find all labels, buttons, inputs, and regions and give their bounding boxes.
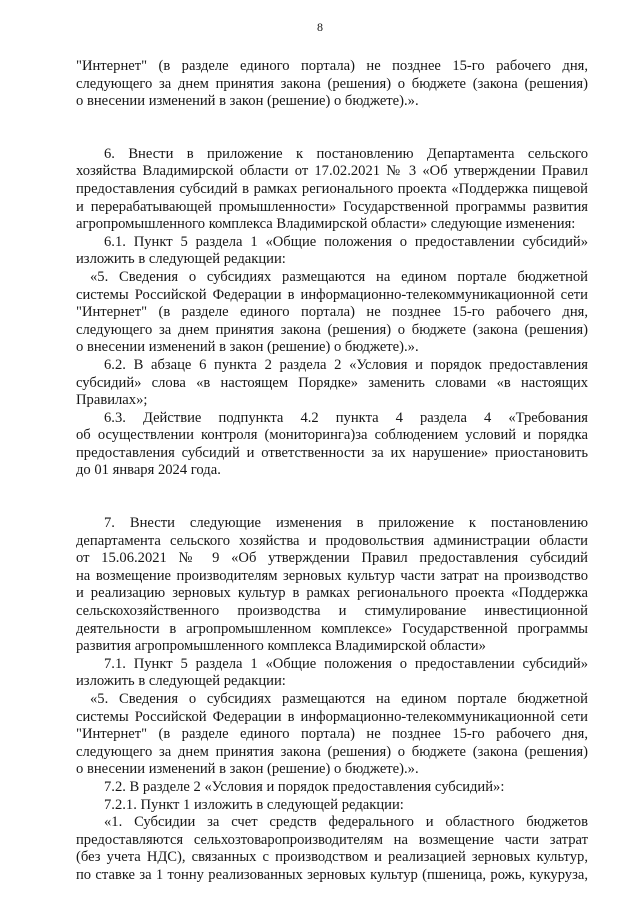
text-line: "Интернет" (в разделе единого портала) не позднее 15-го рабочего дня,	[76, 726, 588, 743]
text-line: от 15.06.2021 № 9 «Об утверждении Правил предоставления субсидий	[76, 550, 588, 567]
text-line: до 01 января 2024 года.	[76, 462, 221, 479]
text-line: (без учета НДС), связанных с производством и реализацией зерновых культур,	[76, 849, 588, 866]
text-line: Правилах»;	[76, 392, 148, 409]
text-line: 7.2.1. Пункт 1 изложить в следующей редакции:	[104, 796, 404, 813]
paragraph-gap	[76, 111, 588, 146]
text-line: следующего за днем принятия закона (решения) о бюджете (закона (решения)	[76, 75, 588, 92]
text-line: субсидий» слова «в настоящем Порядке» заменить словами «в настоящих	[76, 374, 588, 391]
text-line: деятельности в агропромышленном комплексе» Государственной программы	[76, 620, 588, 637]
text-line: 6.2. В абзаце 6 пункта 2 раздела 2 «Условия и порядок предоставления	[104, 356, 588, 373]
paragraph	[76, 691, 588, 779]
document-body	[76, 58, 588, 885]
text-line: об осуществлении контроля (мониторинга)за соблюдением условий и порядка	[76, 427, 588, 444]
paragraph-gap	[76, 480, 588, 515]
paragraph	[76, 656, 588, 691]
text-line: «5. Сведения о субсидиях размещаются на едином портале бюджетной	[90, 691, 588, 707]
text-line: о внесении изменений в закон (решение) о бюджете).».	[76, 339, 419, 356]
text-line: системы Российской Федерации в информационно-телекоммуникационной сети	[76, 708, 588, 725]
paragraph	[76, 234, 588, 269]
paragraph	[76, 515, 588, 656]
paragraph	[76, 146, 588, 234]
text-line: о внесении изменений в закон (решение) о бюджете).».	[76, 93, 419, 110]
text-line: изложить в следующей редакции:	[76, 251, 286, 268]
text-line: "Интернет" (в разделе единого портала) не позднее 15-го рабочего дня,	[76, 58, 588, 74]
text-line: о внесении изменений в закон (решение) о бюджете).».	[76, 761, 419, 778]
text-line: на возмещение производителям зерновых культур части затрат на производство	[76, 567, 588, 584]
text-line: следующего за днем принятия закона (решения) о бюджете (закона (решения)	[76, 321, 588, 338]
text-line: и перерабатывающей промышленности» Государственной программы развития	[76, 198, 588, 215]
text-line: 7.1. Пункт 5 раздела 1 «Общие положения о предоставлении субсидий»	[104, 655, 588, 672]
text-line: «5. Сведения о субсидиях размещаются на едином портале бюджетной	[90, 268, 588, 285]
text-line: развития агропромышленного комплекса Владимирской области»	[76, 638, 486, 655]
paragraph	[76, 357, 588, 410]
page-number: 8	[317, 20, 323, 34]
text-line: департамента сельского хозяйства и продовольствия администрации области	[76, 532, 588, 549]
paragraph	[76, 814, 588, 884]
text-line: "Интернет" (в разделе единого портала) не позднее 15-го рабочего дня,	[76, 304, 588, 321]
paragraph	[76, 779, 588, 797]
text-line: и реализацию зерновых культур в рамках регионального проекта «Поддержка	[76, 585, 588, 602]
text-line: агропромышленного комплекса Владимирской области» следующие изменения:	[76, 216, 576, 233]
paragraph	[76, 58, 588, 111]
text-line: по ставке за 1 тонну реализованных зерновых культур (пшеница, рожь, кукуруза,	[76, 866, 588, 883]
text-line: предоставления субсидий в рамках регионального проекта «Поддержка пищевой	[76, 180, 588, 197]
text-line: изложить в следующей редакции:	[76, 673, 286, 690]
paragraph	[76, 797, 588, 815]
text-line: следующего за днем принятия закона (решения) о бюджете (закона (решения)	[76, 743, 588, 760]
text-line: 6. Внести в приложение к постановлению Департамента сельского	[104, 145, 588, 162]
text-line: предоставляются сельхозтоваропроизводителям на возмещение части затрат	[76, 831, 588, 848]
text-line: 6.3. Действие подпункта 4.2 пункта 4 раздела 4 «Требования	[104, 409, 588, 426]
paragraph	[76, 269, 588, 357]
text-line: «1. Субсидии за счет средств федерального и областного бюджетов	[104, 814, 588, 831]
paragraph	[76, 410, 588, 480]
text-line: 6.1. Пункт 5 раздела 1 «Общие положения о предоставлении субсидий»	[104, 233, 588, 250]
text-line: предоставления субсидий и ответственности за их нарушение» приостановить	[76, 444, 588, 461]
text-line: 7. Внести следующие изменения в приложение к постановлению	[104, 515, 588, 532]
text-line: сельскохозяйственного производства и стимулирование инвестиционной	[76, 603, 588, 620]
text-line: системы Российской Федерации в информационно-телекоммуникационной сети	[76, 286, 588, 303]
text-line: хозяйства Владимирской области от 17.02.2021 № 3 «Об утверждении Правил	[76, 163, 588, 180]
text-line: 7.2. В разделе 2 «Условия и порядок предоставления субсидий»:	[104, 778, 505, 795]
